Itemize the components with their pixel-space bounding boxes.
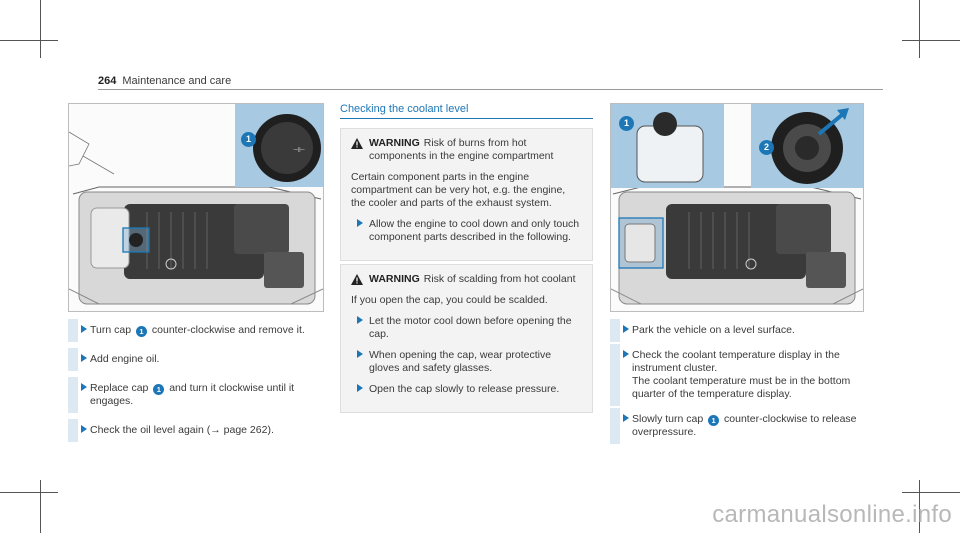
page-reference-link[interactable]: → page 262). — [210, 424, 274, 436]
watermark: carmanualsonline.info — [712, 501, 952, 528]
warning-triangle-icon — [351, 138, 363, 149]
step-arrow-icon — [623, 414, 629, 422]
engine-oil-cap-figure — [68, 103, 324, 312]
step-arrow-icon — [357, 350, 363, 358]
step-item: Check the coolant temperature display in the instrument cluster. The coolant temperature must be in the bottom quarter of the temperature display. — [610, 349, 864, 401]
warning-text: If you open the cap, you could be scalded. — [351, 294, 548, 306]
coolant-steps-list — [610, 324, 864, 450]
warning-box-scalding — [340, 264, 593, 413]
step-item: Slowly turn cap 1 counter-clockwise to release overpressure. — [610, 413, 864, 439]
crop-mark — [0, 40, 58, 41]
step-arrow-icon — [357, 316, 363, 324]
warning-step: Open the cap slowly to release pressure. — [351, 383, 582, 396]
warning-step: Allow the engine to cool down and only touch component parts described in the following. — [351, 218, 582, 244]
warning-label: WARNING — [369, 273, 420, 285]
warning-triangle-icon — [351, 274, 363, 285]
step-item: Add engine oil. — [68, 353, 324, 366]
crop-mark — [0, 492, 58, 493]
step-item: Park the vehicle on a level surface. — [610, 324, 864, 337]
warning-text: Certain component parts in the engine compartment can be very hot, e.g. the engine, the cooler and parts of the exhaust system. — [351, 171, 566, 209]
step-arrow-icon — [357, 219, 363, 227]
coolant-reservoir-figure — [610, 103, 864, 312]
callout-1-badge: 1 — [241, 132, 256, 147]
step-note: The coolant temperature must be in the bottom quarter of the temperature display. — [632, 375, 851, 400]
crop-mark — [40, 0, 41, 58]
step-arrow-icon — [81, 425, 87, 433]
step-item: Replace cap 1 and turn it clockwise until it engages. — [68, 382, 324, 408]
page-number: 264 — [98, 75, 117, 87]
step-arrow-icon — [81, 383, 87, 391]
warning-heading: Risk of scalding from hot coolant — [423, 273, 576, 285]
page-header — [98, 74, 883, 90]
oil-steps-list — [68, 324, 324, 448]
svg-text:⊣⊢: ⊣⊢ — [293, 146, 306, 154]
warning-step: When opening the cap, wear protective gloves and safety glasses. — [351, 349, 582, 375]
callout-1-badge: 1 — [619, 116, 634, 131]
callout-2-badge: 2 — [759, 140, 774, 155]
step-arrow-icon — [623, 350, 629, 358]
callout-1-badge: 1 — [153, 384, 164, 395]
callout-1-badge: 1 — [136, 326, 147, 337]
crop-mark — [40, 480, 41, 533]
warning-label: WARNING — [369, 137, 420, 149]
warning-heading: Risk of burns from hot components in the engine compartment — [369, 137, 554, 162]
crop-mark — [902, 492, 960, 493]
callout-1-badge: 1 — [708, 415, 719, 426]
step-arrow-icon — [81, 354, 87, 362]
step-item: Check the oil level again (→ page 262). — [68, 424, 324, 437]
section-name: Maintenance and care — [122, 75, 232, 87]
crop-mark — [919, 0, 920, 58]
step-arrow-icon — [357, 384, 363, 392]
crop-mark — [902, 40, 960, 41]
step-item: Turn cap 1 counter-clockwise and remove it. — [68, 324, 324, 337]
warning-step: Let the motor cool down before opening the cap. — [351, 315, 582, 341]
warning-box-burns — [340, 128, 593, 261]
section-title: Checking the coolant level — [340, 103, 593, 119]
step-arrow-icon — [623, 325, 629, 333]
step-arrow-icon — [81, 325, 87, 333]
